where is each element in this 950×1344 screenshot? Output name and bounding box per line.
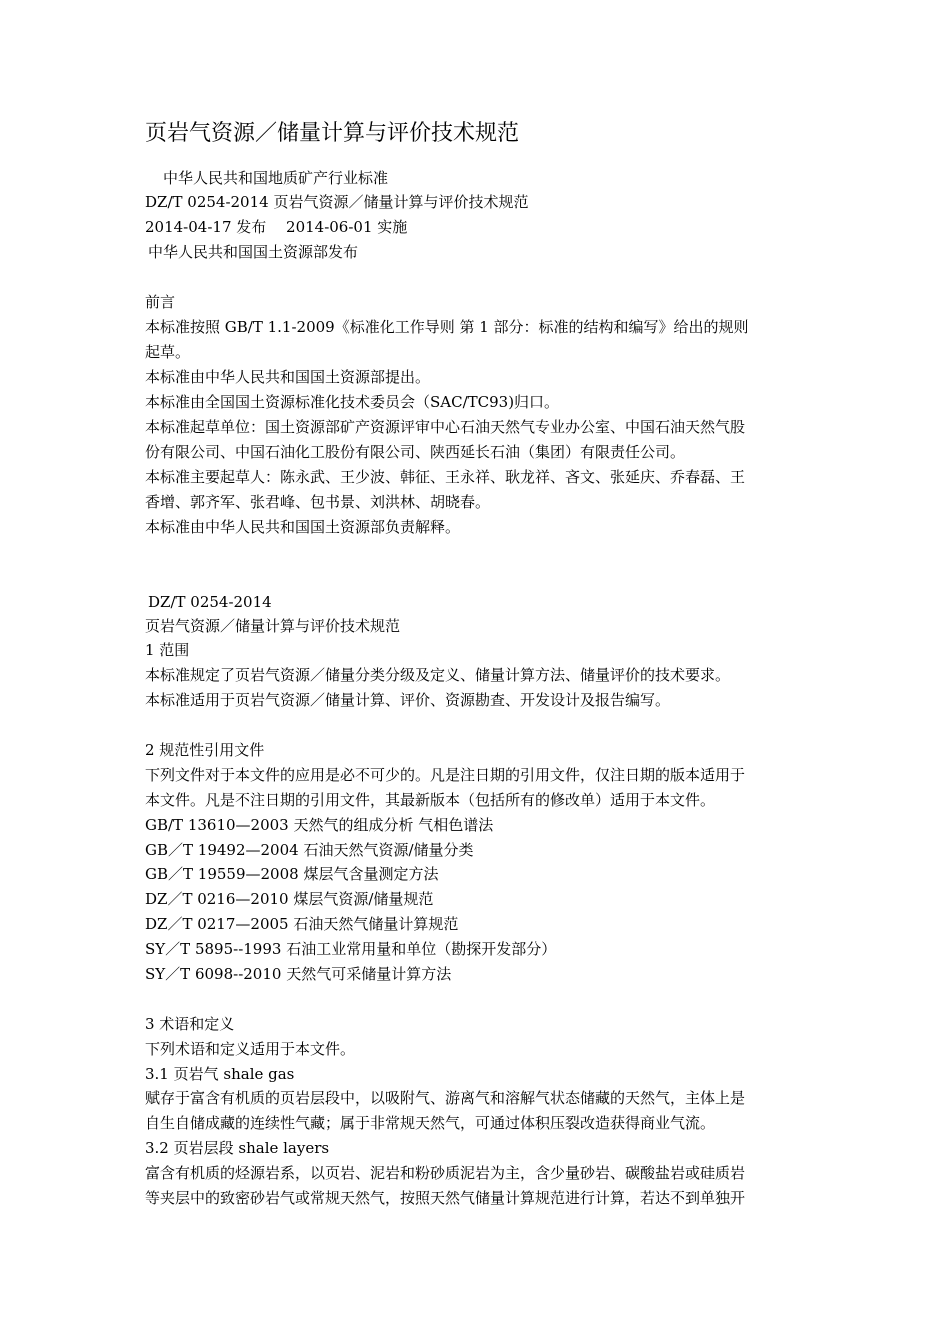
section3-heading: 3 术语和定义: [145, 1015, 235, 1033]
term1-line: 自生自储成藏的连续性气藏；属于非常规天然气，可通过体积压裂改造获得商业气流。: [145, 1114, 716, 1132]
reference-item: GB／T 19559—2008 煤层气含量测定方法: [145, 865, 439, 883]
reference-item: SY／T 6098--2010 天然气可采储量计算方法: [145, 965, 452, 983]
foreword-line: 起草。: [145, 343, 191, 361]
section3-intro: 下列术语和定义适用于本文件。: [145, 1040, 356, 1058]
industry-standard-line: 中华人民共和国地质矿产行业标准: [163, 169, 389, 187]
term2-line: 等夹层中的致密砂岩气或常规天然气，按照天然气储量计算规范进行计算，若达不到单独开: [145, 1189, 746, 1207]
term2-heading: 3.2 页岩层段 shale layers: [145, 1139, 330, 1157]
foreword-line: 本标准由中华人民共和国国土资源部提出。: [145, 368, 431, 386]
foreword-heading: 前言: [145, 293, 176, 311]
code-title-line: DZ/T 0254-2014 页岩气资源／储量计算与评价技术规范: [145, 193, 529, 211]
reference-item: DZ／T 0217—2005 石油天然气储量计算规范: [145, 915, 459, 933]
body-title: 页岩气资源／储量计算与评价技术规范: [145, 617, 401, 635]
reference-item: SY／T 5895--1993 石油工业常用量和单位（勘探开发部分）: [145, 940, 557, 958]
foreword-line: 本标准由中华人民共和国国土资源部负责解释。: [145, 518, 461, 536]
reference-item: GB／T 19492—2004 石油天然气资源/储量分类: [145, 841, 474, 859]
foreword-line: 香增、郭齐军、张君峰、包书景、刘洪林、胡晓春。: [145, 493, 491, 511]
section1-line: 本标准适用于页岩气资源／储量计算、评价、资源勘查、开发设计及报告编写。: [145, 691, 671, 709]
foreword-line: 本标准主要起草人：陈永武、王少波、韩征、王永祥、耿龙祥、吝文、张延庆、乔春磊、王: [145, 468, 746, 486]
foreword-line: 本标准按照 GB/T 1.1-2009《标准化工作导则 第 1 部分：标准的结构和编写》给出的规则: [145, 318, 749, 336]
dates-line: 2014-04-17 发布 2014-06-01 实施: [145, 218, 408, 236]
term1-heading: 3.1 页岩气 shale gas: [145, 1065, 295, 1083]
section1-line: 本标准规定了页岩气资源／储量分类分级及定义、储量计算方法、储量评价的技术要求。: [145, 666, 731, 684]
publisher-line: 中华人民共和国国土资源部发布: [148, 243, 359, 261]
reference-item: DZ／T 0216—2010 煤层气资源/储量规范: [145, 890, 434, 908]
foreword-line: 本标准起草单位：国土资源部矿产资源评审中心石油天然气专业办公室、中国石油天然气股: [145, 418, 746, 436]
section2-line: 本文件。凡是不注日期的引用文件，其最新版本（包括所有的修改单）适用于本文件。: [145, 791, 716, 809]
section2-heading: 2 规范性引用文件: [145, 741, 265, 759]
section1-heading: 1 范围: [145, 641, 190, 659]
term2-line: 富含有机质的烃源岩系，以页岩、泥岩和粉砂质泥岩为主，含少量砂岩、碳酸盐岩或硅质岩: [145, 1164, 746, 1182]
body-code: DZ/T 0254-2014: [148, 593, 272, 611]
document-title: 页岩气资源／储量计算与评价技术规范: [145, 121, 520, 146]
section2-line: 下列文件对于本文件的应用是必不可少的。凡是注日期的引用文件，仅注日期的版本适用于: [145, 766, 746, 784]
foreword-line: 份有限公司、中国石油化工股份有限公司、陕西延长石油（集团）有限责任公司。: [145, 443, 686, 461]
reference-item: GB/T 13610—2003 天然气的组成分析 气相色谱法: [145, 816, 494, 834]
term1-line: 赋存于富含有机质的页岩层段中，以吸附气、游离气和溶解气状态储藏的天然气，主体上是: [145, 1089, 746, 1107]
foreword-line: 本标准由全国国土资源标准化技术委员会（SAC/TC93)归口。: [145, 393, 560, 411]
